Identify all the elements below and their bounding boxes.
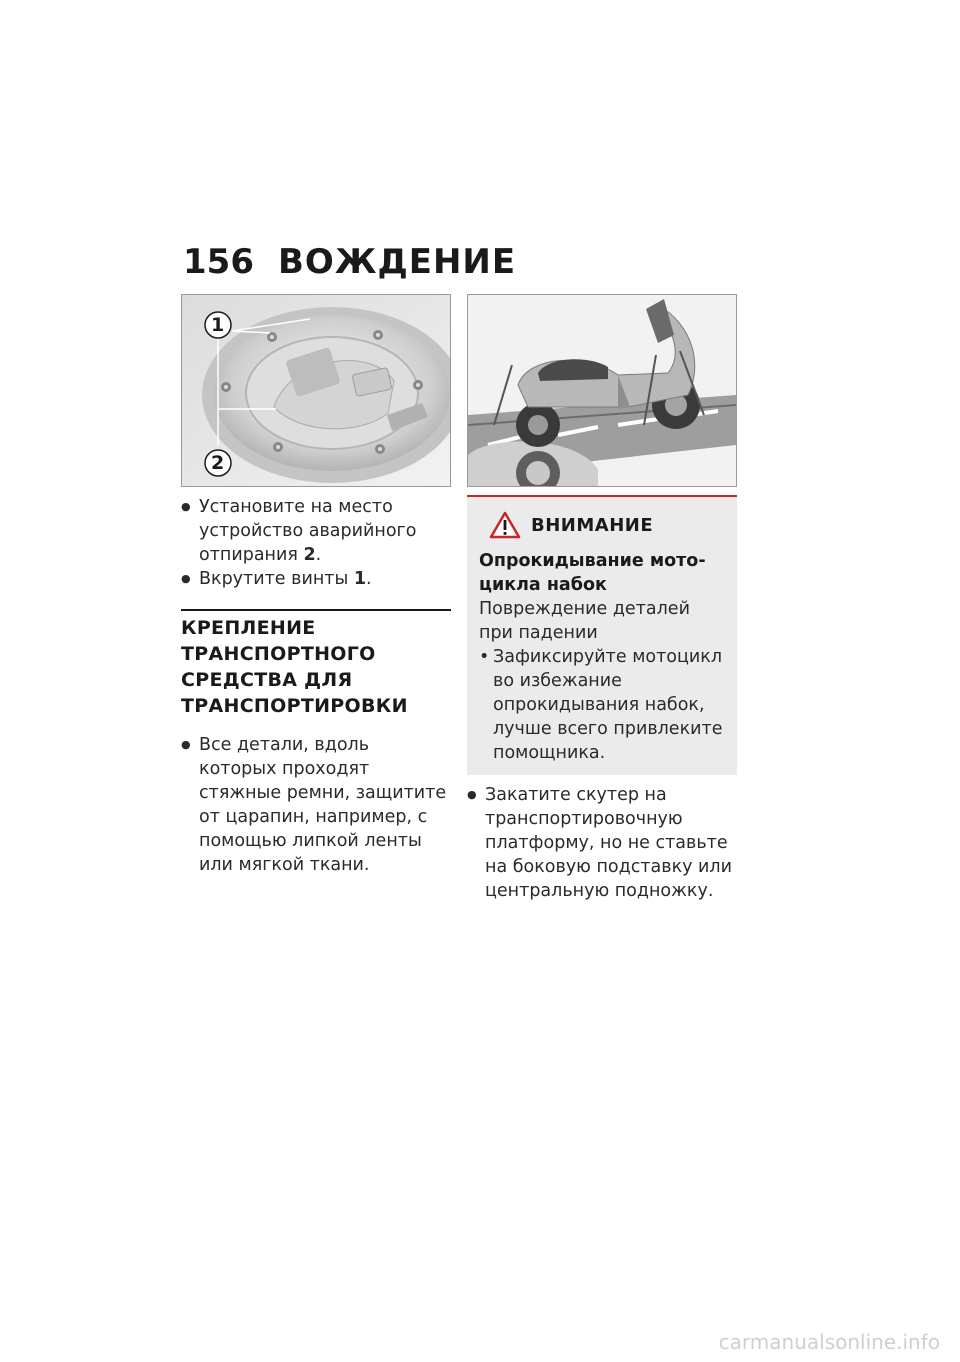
callout-1-label: 1: [211, 314, 225, 336]
scooter-trailer-drawing: [468, 295, 736, 486]
section-steps: [181, 733, 451, 877]
list-item: ● Все детали, вдоль которых проходят стяжные ремни, защитите от царапин, например, с помощью липкой ленты или мягкой ткани.: [181, 733, 451, 877]
left-column: [181, 294, 451, 877]
watermark: carmanualsonline.info: [718, 1330, 940, 1354]
reference-number: 1: [353, 569, 367, 589]
reference-number: 2: [303, 545, 316, 565]
list-item: ● Установите на место устройство аварийного отпирания 2.: [181, 495, 451, 567]
scooter-on-trailer-illustration: [467, 294, 737, 487]
warning-triangle-icon: [489, 511, 521, 539]
fuel-cap-illustration: [181, 294, 451, 487]
warning-header: [479, 511, 727, 539]
list-item: ● Закатите скутер на транспортировочную платформу, но не ставьте на боковую подставку или центральную подножку.: [467, 783, 737, 903]
install-steps: [181, 495, 451, 591]
warning-subtitle: Опрокидывание мотоцикла набок: [479, 551, 706, 595]
warning-title: ВНИМАНИЕ: [531, 514, 654, 536]
callout-2-label: 2: [211, 452, 225, 474]
warning-items: [479, 645, 727, 765]
list-item: • Зафиксируйте мотоцикл во избежание опрокидывания набок, лучше всего привлеките помощника.: [479, 645, 727, 765]
warning-description: Повреждение деталей при падении: [479, 599, 690, 643]
section-divider: [181, 609, 451, 611]
chapter-title: ВОЖДЕНИЕ: [278, 242, 517, 282]
list-item: ● Вкрутите винты 1.: [181, 567, 451, 591]
page-header: [183, 242, 516, 292]
section-title: КРЕПЛЕНИЕ ТРАНСПОРТНОГО СРЕДСТВА ДЛЯ ТРАНСПОРТИРОВКИ: [181, 617, 408, 717]
warning-box: [467, 495, 737, 775]
page-number: 156: [183, 242, 254, 282]
loading-steps: [467, 783, 737, 903]
right-column: [467, 294, 737, 903]
